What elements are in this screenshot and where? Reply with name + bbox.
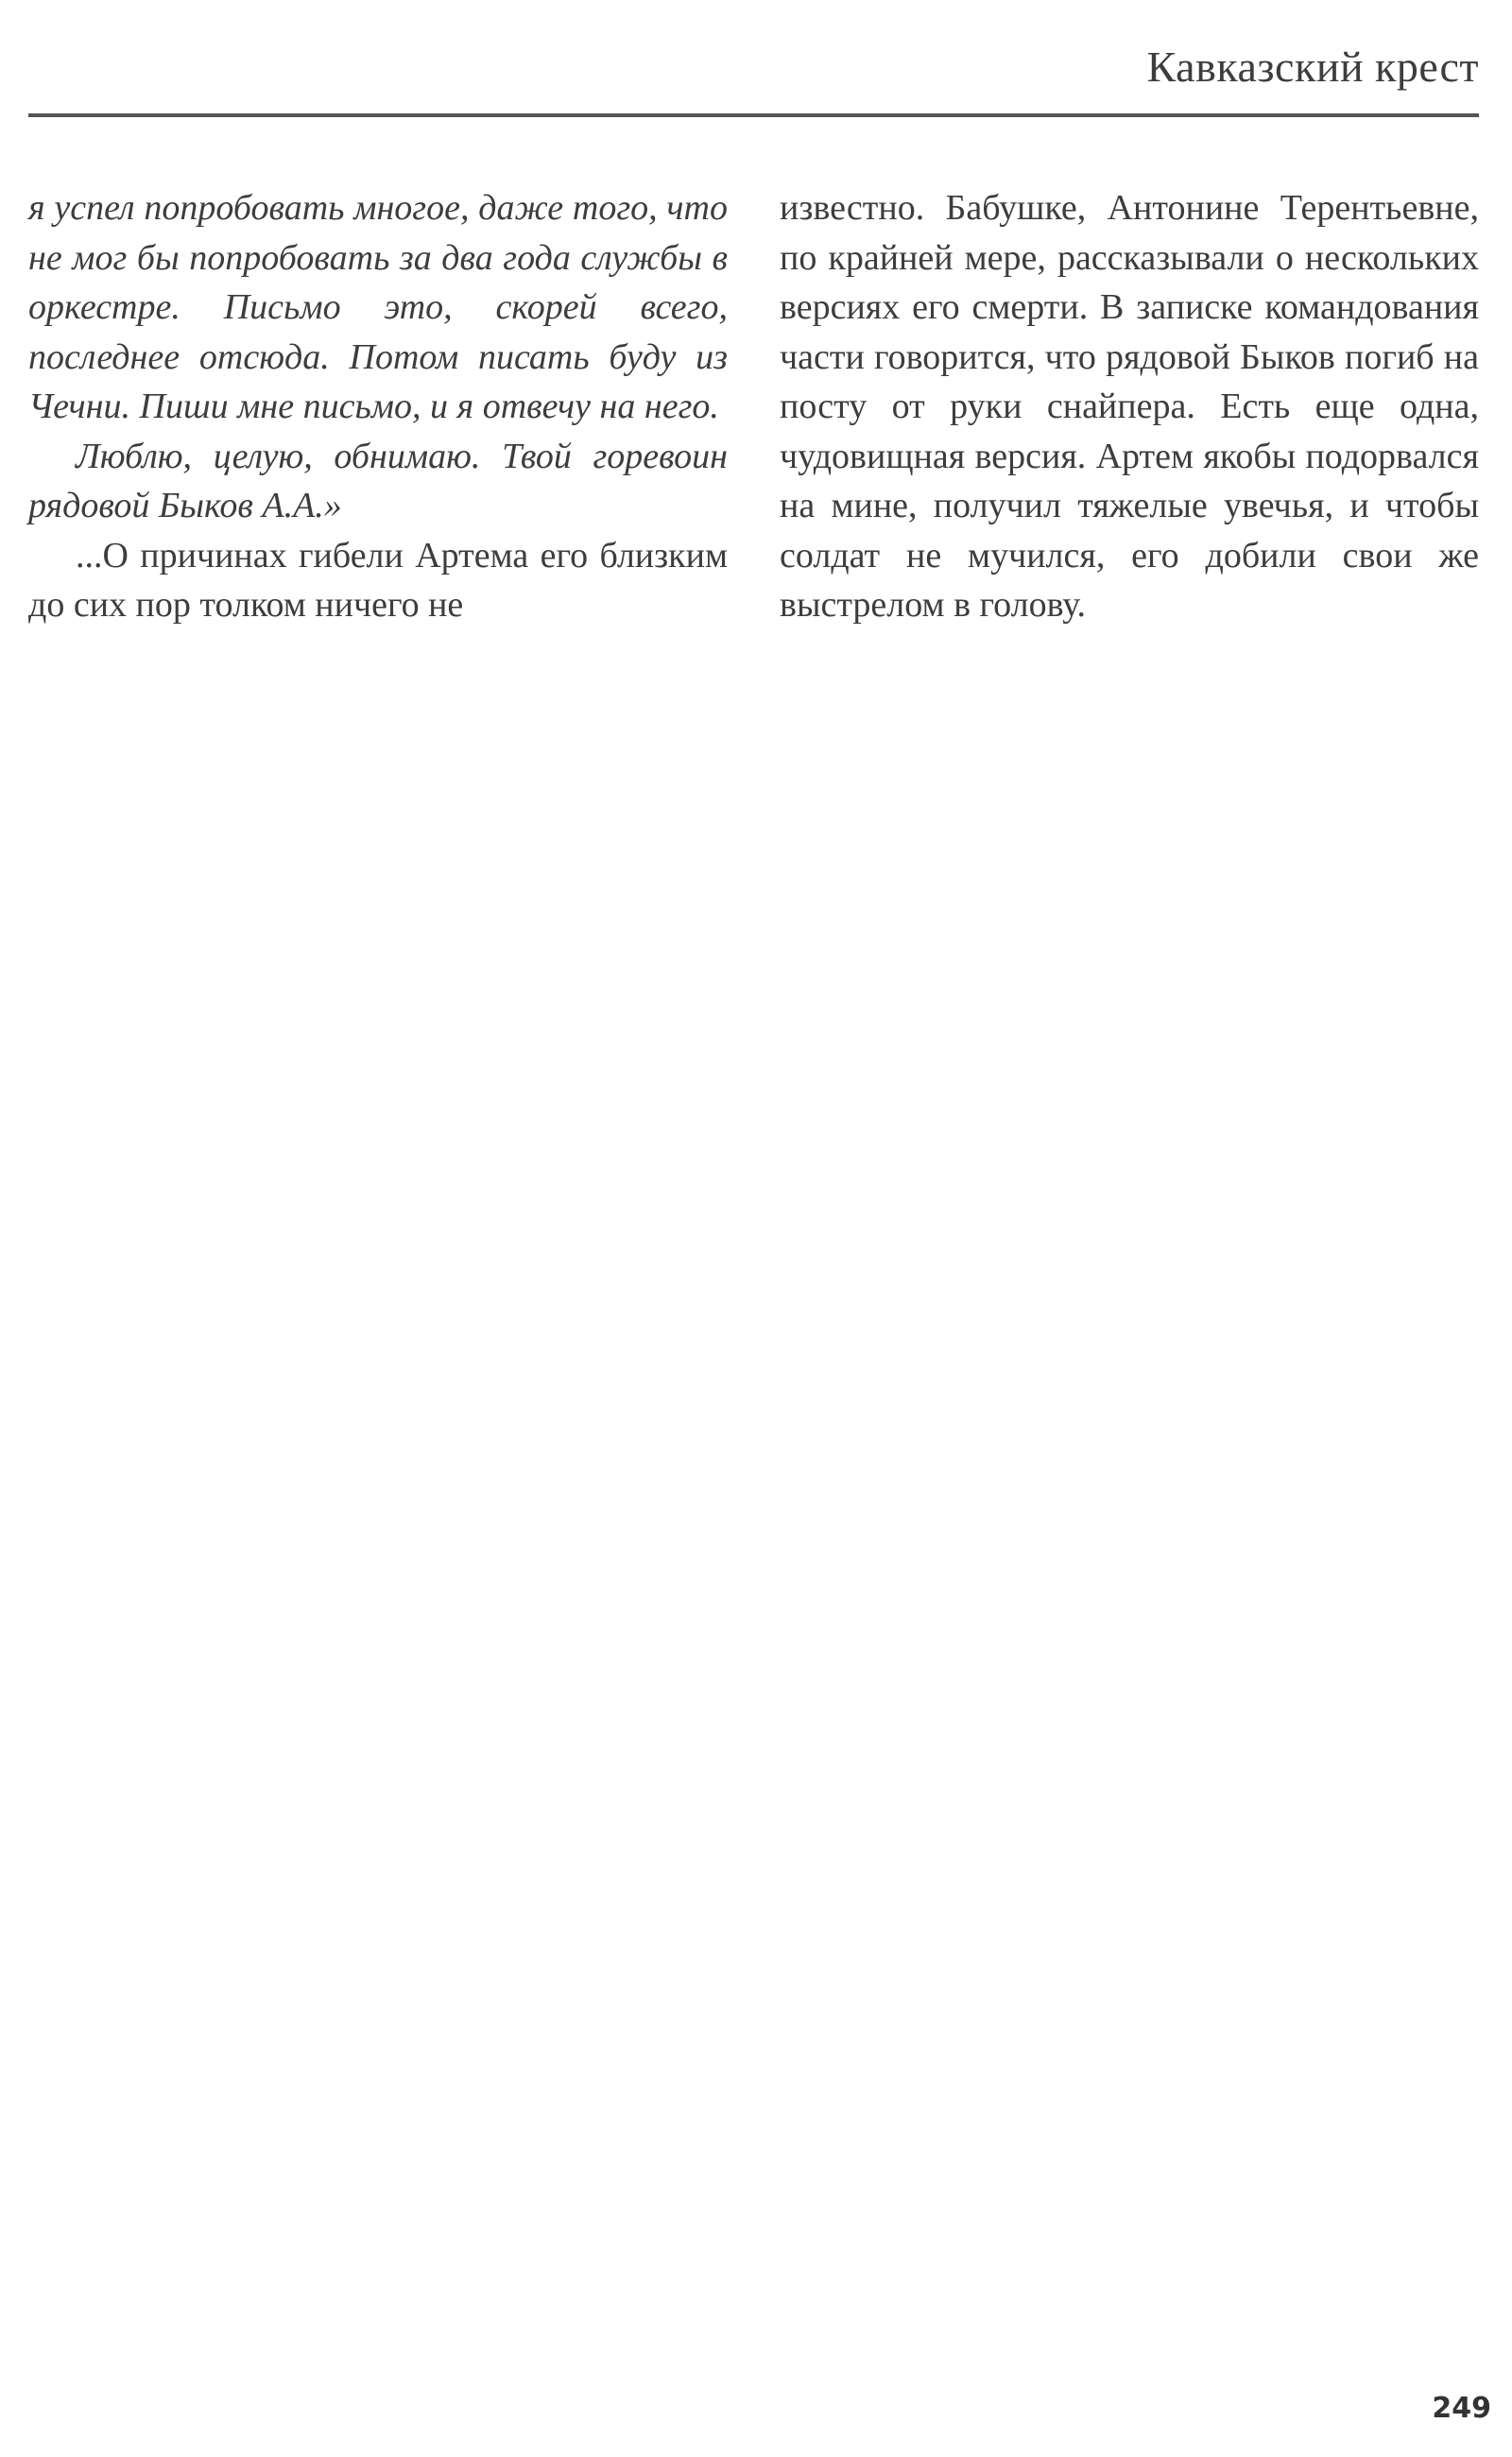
- body-paragraph-left: ...О причинах гибели Артема его близким до сих пор толком ничего не: [28, 535, 728, 625]
- right-column: [780, 183, 1479, 630]
- letter-paragraph-2: Люблю, целую, обнимаю. Твой горевоин рядовой Быков А.А.»: [28, 436, 728, 525]
- page-number: 249: [1432, 2392, 1491, 2425]
- body-paragraph-right: известно. Бабушке, Антонине Терентьевне, по крайней мере, рассказывали о нескольких версиях его смерти. В записке командования части говорится, что рядовой Быков погиб на посту от руки снайпера. Есть еще одна, чудовищная версия. Артем якобы подорвался на мине, получил тяжелые увечья, и чтобы солдат не мучился, его добили свои же выстрелом в голову.: [780, 188, 1479, 625]
- running-title: Кавказский крест: [1146, 43, 1479, 91]
- letter-paragraph-1: я успел попробовать многое, даже того, что не мог бы попробовать за два года службы в оркестре. Письмо это, скорей всего, последнее отсюда. Потом писать буду из Чечни. Пиши мне письмо, и я отвечу на него.: [28, 188, 728, 426]
- left-column: [28, 183, 728, 630]
- header-rule: [28, 113, 1479, 117]
